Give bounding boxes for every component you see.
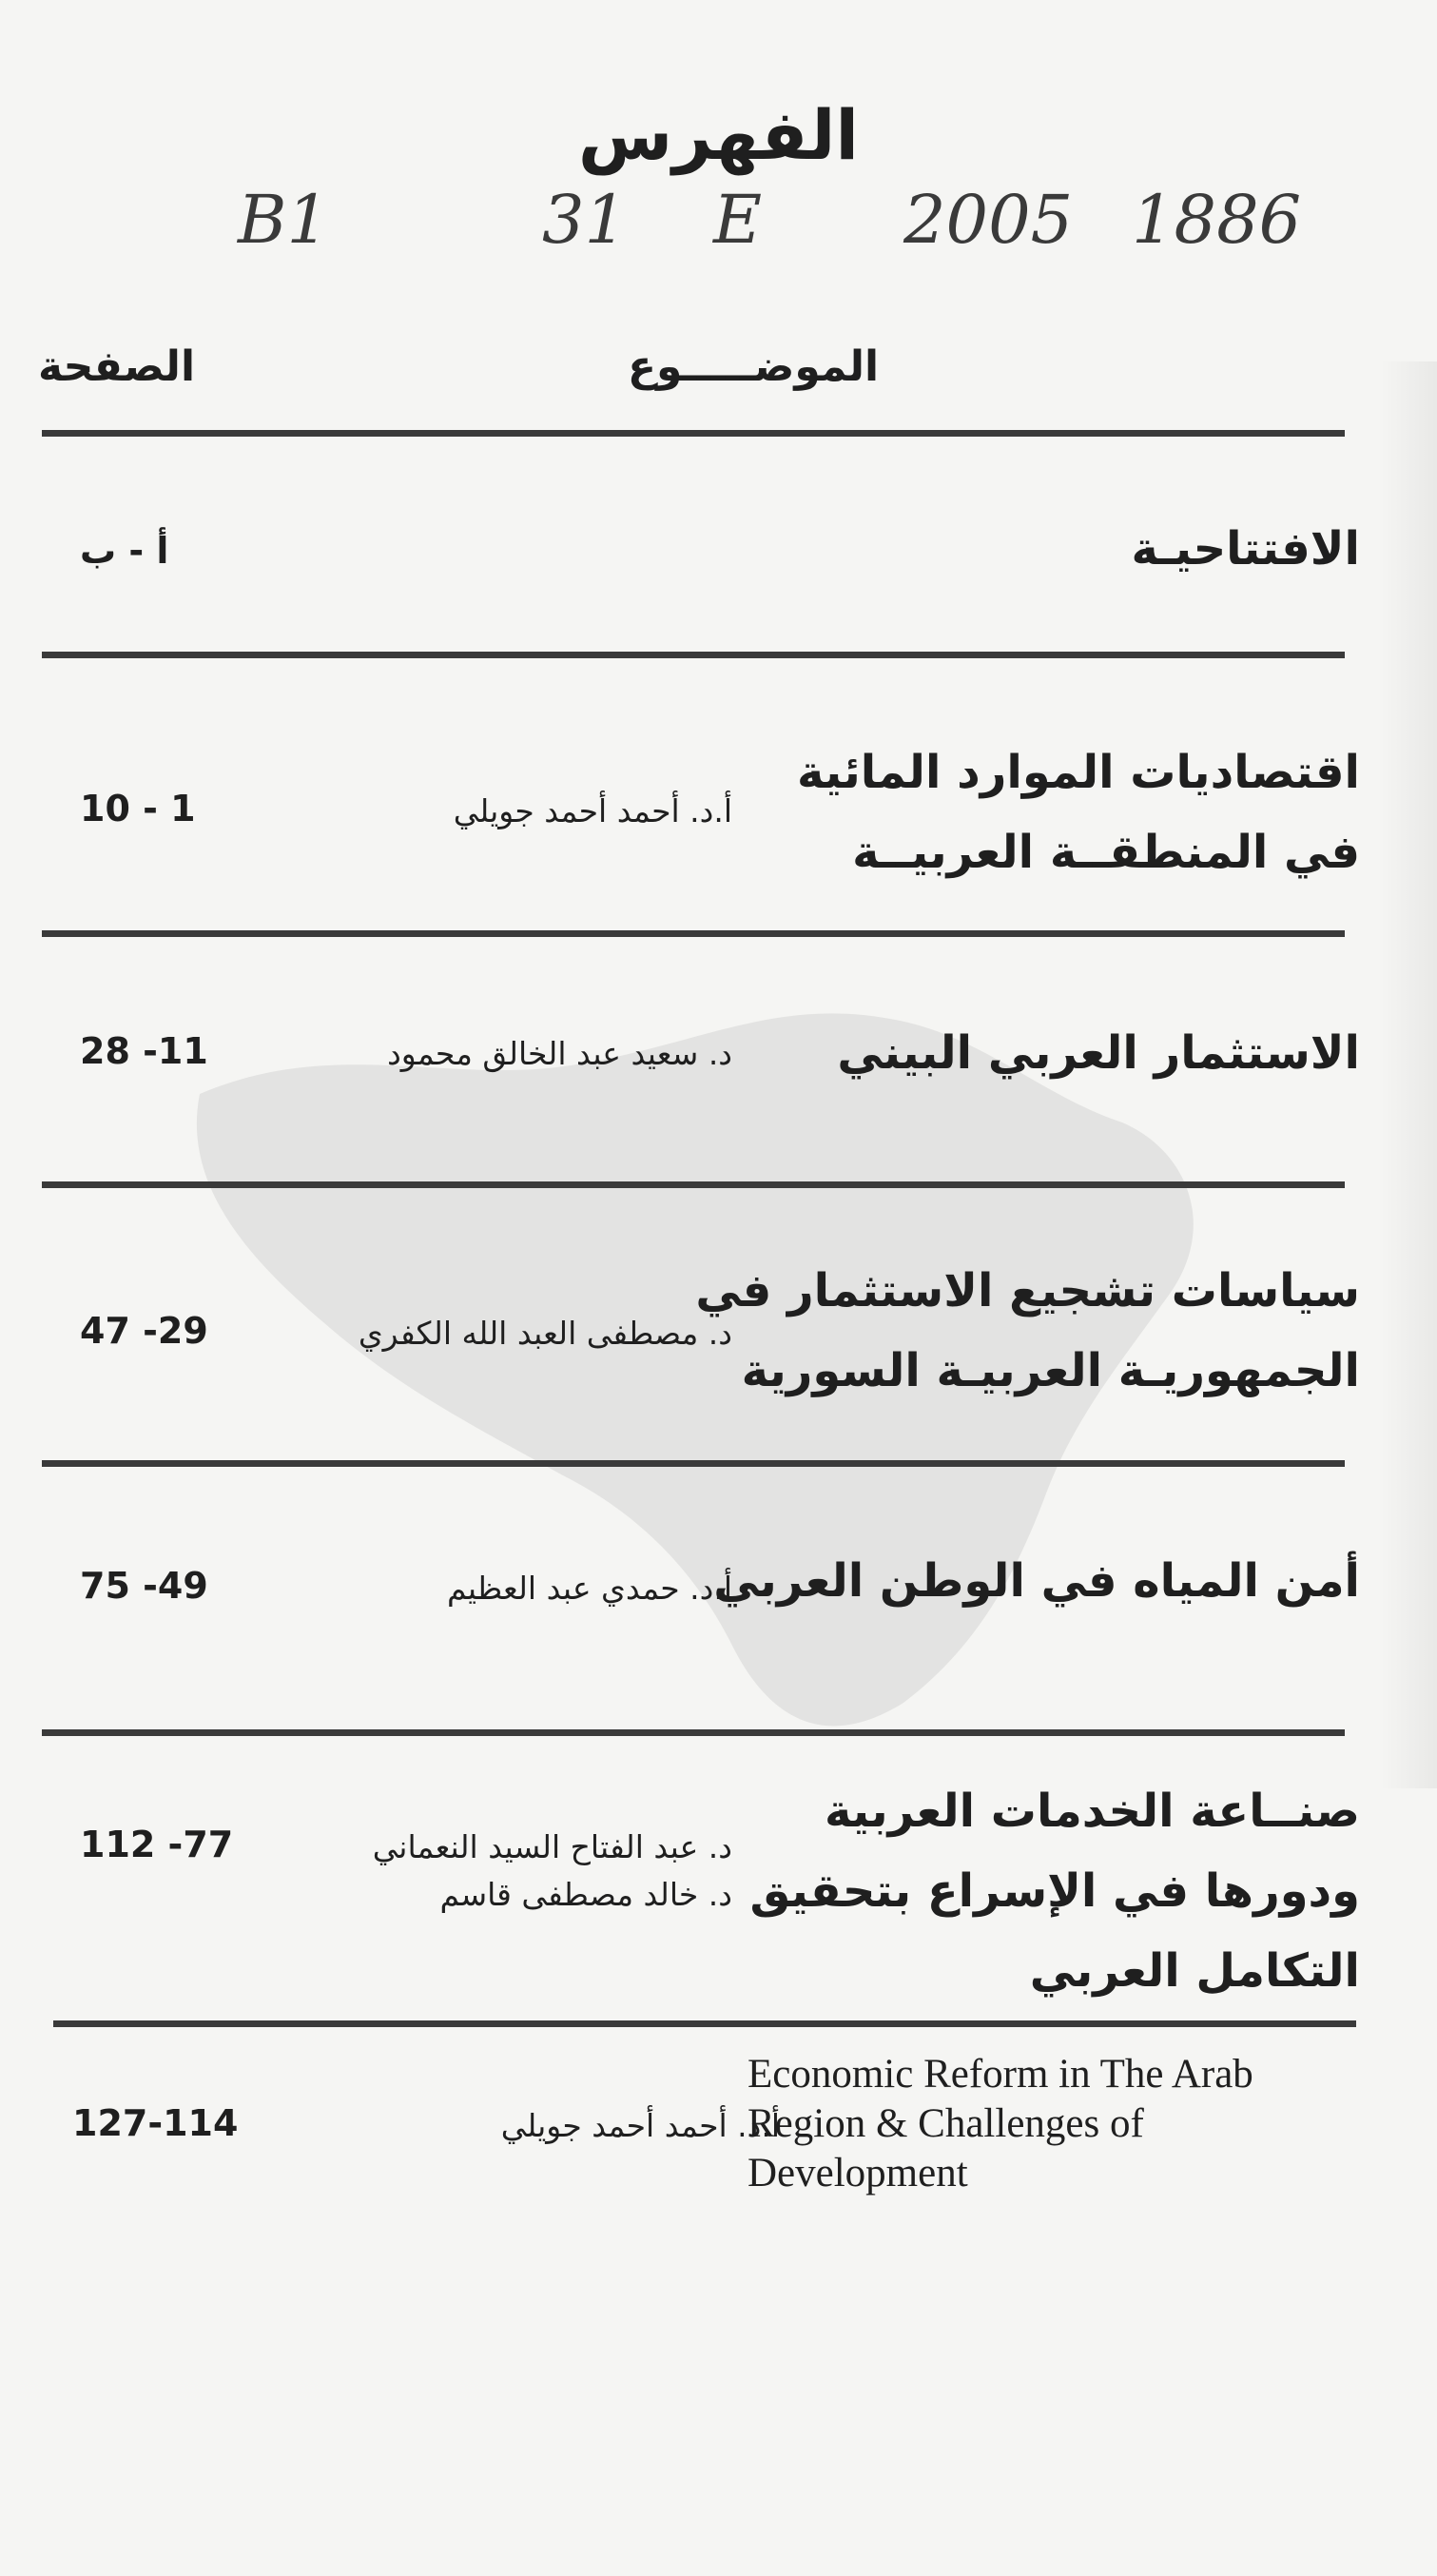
- divider: [42, 652, 1345, 658]
- entry-author: د. مصطفى العبد الله الكفري: [358, 1315, 732, 1352]
- entry-author: د. عبد الفتاح السيد النعماني د. خالد مصطفى قاسم: [372, 1828, 732, 1913]
- entry-topic: اقتصاديات الموارد المائية في المنطقــة العربيــة: [796, 746, 1360, 879]
- entry-pages: أ - ب: [80, 530, 169, 572]
- toc-entry: [38, 1771, 1360, 2019]
- entry-pages: 47 -29: [80, 1310, 208, 1352]
- entry-topic: Economic Reform in The Arab Region & Challenges of Development: [748, 2052, 1253, 2195]
- entry-pages: 112 -77: [80, 1824, 234, 1865]
- topic-column-header: الموضـــــوع: [628, 342, 880, 391]
- entry-topic: الافتتاحيـة: [1131, 522, 1360, 576]
- toc-entry: [38, 1013, 1360, 1108]
- toc-entry: [38, 1251, 1360, 1422]
- table-header: [38, 342, 1350, 409]
- handwritten-note-part: 31: [542, 181, 628, 259]
- entry-pages: 75 -49: [80, 1565, 208, 1607]
- divider: [42, 930, 1345, 937]
- toc-entry: [38, 1541, 1360, 1636]
- entry-topic: الاستثمار العربي البيني: [837, 1026, 1360, 1080]
- toc-entry: [38, 2050, 1360, 2212]
- handwritten-note-part: 1886: [1132, 181, 1302, 259]
- handwritten-note-part: B1: [238, 181, 329, 259]
- entry-pages: 127-114: [72, 2102, 239, 2144]
- entry-author: أ.د. أحمد أحمد جويلي: [500, 2107, 780, 2144]
- entry-author: د. سعيد عبد الخالق محمود: [387, 1035, 732, 1072]
- divider: [42, 1181, 1345, 1188]
- toc-entry: [38, 509, 1360, 614]
- page-title: الفهرس: [577, 95, 860, 175]
- page-edge-shadow: [1380, 361, 1437, 1788]
- handwritten-note-part: 2005: [903, 181, 1074, 259]
- toc-entry: [38, 732, 1360, 904]
- entry-pages: 10 - 1: [80, 788, 196, 829]
- divider: [42, 1729, 1345, 1736]
- entry-topic: صنــاعة الخدمات العربية ودورها في الإسراع بتحقيق التكامل العربي: [749, 1785, 1360, 1998]
- entry-author: أ.د. أحمد أحمد جويلي: [453, 792, 732, 829]
- divider: [42, 430, 1345, 437]
- entry-pages: 28 -11: [80, 1030, 208, 1072]
- page-column-header: الصفحة: [38, 342, 196, 391]
- handwritten-note: [238, 181, 1331, 266]
- divider: [53, 2020, 1356, 2027]
- handwritten-note-part: E: [713, 181, 763, 259]
- entry-topic: سياسات تشجيع الاستثمار في الجمهوريـة العربيـة السورية: [695, 1264, 1360, 1397]
- entry-topic: أمن المياه في الوطن العربي: [713, 1554, 1360, 1608]
- entry-author: أ.د. حمدي عبد العظيم: [446, 1570, 732, 1607]
- divider: [42, 1460, 1345, 1467]
